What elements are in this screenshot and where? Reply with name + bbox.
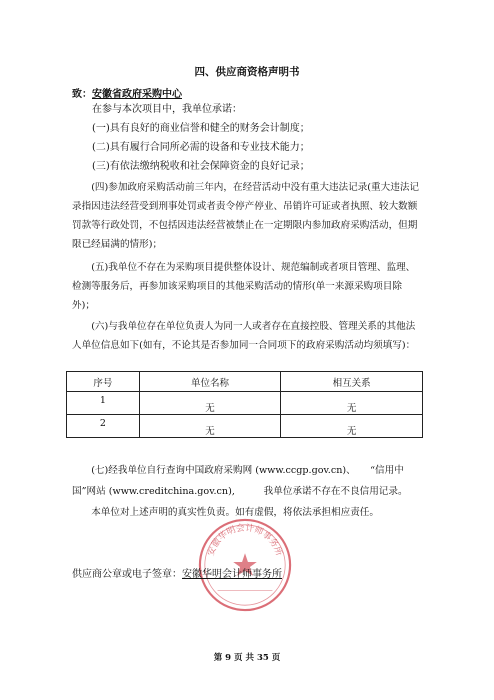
item-6: (六)与我单位存在单位负责人为同一人或者存在直接控股、管理关系的其他法人单位信息如下(如有，不论其是否参加同一合同项下的政府采购活动均须填写)： [72,321,416,351]
item-5: (五)我单位不存在为采购项目提供整体设计、规范编制或者项目管理、监理、检测等服务后，再参加该采购项目的其他采购活动的情形(单一来源采购项目除外)； [72,262,416,311]
row-1-unit-name: 无 [139,392,281,415]
table-row [67,392,423,415]
item-1: (一)具有良好的商业信誉和健全的财务会计制度； [92,123,310,134]
row-1-relation: 无 [281,392,423,415]
row-1-index: 1 [67,392,140,415]
related-entities-table [66,371,423,438]
row-2-index: 2 [67,415,140,438]
signature-line [72,565,282,580]
row-2-unit-name: 无 [139,415,281,438]
addressee-org: 安徽省政府采购中心 [92,89,182,100]
item-2: (二)具有履行合同所必需的设备和专业技术能力； [92,142,310,153]
header-index: 序号 [67,372,140,392]
document-title: 四、供应商资格声明书 [194,66,300,78]
addressee-label: 致： [72,89,92,100]
closing-statement: 本单位对上述声明的真实性负责。如有虚假，将依法承担相应责任。 [91,507,379,518]
addressee-line [72,85,182,100]
item-7: (七)经我单位自行查询中国政府采购网 (www.ccgp.gov.cn)、 “信用中国”网站 (www.creditchina.gov.cn), 我单位承诺不存在不良信用记录。 [72,465,408,497]
intro-text: 在参与本次项目中，我单位承诺： [92,104,242,115]
signature-value: 安徽华明会计师事务所 [182,569,282,580]
svg-text:安徽华明会计师事务所 [205,521,285,557]
table-row [67,415,423,438]
item-3: (三)有依法缴纳税收和社会保障资金的良好记录； [92,161,310,172]
page-footer: 第 9 页 共 35 页 [213,653,281,663]
seal-arc-text: 安徽华明会计师事务所 [206,523,284,558]
item-4: (四)参加政府采购活动前三年内，在经营活动中没有重大违法记录(重大违法记录指因违法经营受到刑事处罚或者责令停产停业、吊销许可证或者执照、较大数额罚款等行政处罚，不包括因违法经营被禁止在一定期限内参加政府采购活动，但期限已经届满的情形)； [72,182,420,250]
row-2-relation: 无 [281,415,423,438]
header-relation: 相互关系 [281,372,423,392]
signature-label: 供应商公章或电子签章： [72,569,182,580]
table-header-row [67,372,423,392]
header-unit-name: 单位名称 [139,372,281,392]
